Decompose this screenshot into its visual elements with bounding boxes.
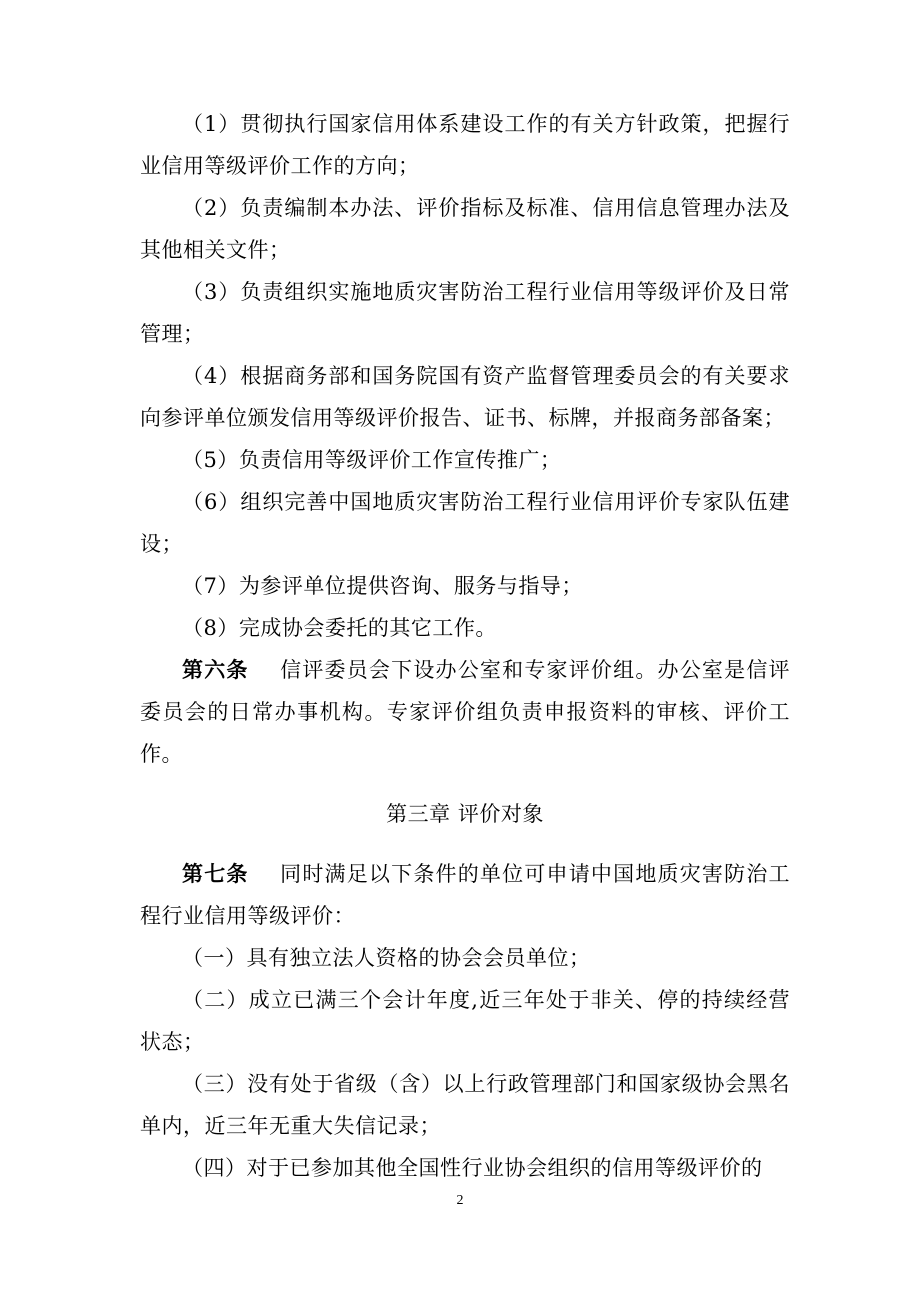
document-body: [140, 103, 790, 1189]
list-item: （二）成立已满三个会计年度,近三年处于非关、停的持续经营状态；: [140, 988, 790, 1054]
list-item: （四）对于已参加其他全国性行业协会组织的信用等级评价的: [182, 1156, 763, 1180]
list-item: （8）完成协会委托的其它工作。: [182, 616, 497, 640]
page-number: 2: [456, 1193, 464, 1208]
article-6-paragraph: [140, 649, 790, 775]
list-item: （1）贯彻执行国家信用体系建设工作的有关方针政策，把握行业信用等级评价工作的方向；: [140, 112, 790, 178]
article-7-label: 第七条: [182, 861, 249, 886]
list-item: （6）组织完善中国地质灾害防治工程行业信用评价专家队伍建设；: [140, 490, 790, 556]
article-7-paragraph: [140, 853, 790, 937]
list-item: （3）负责组织实施地质灾害防治工程行业信用等级评价及日常管理；: [140, 280, 790, 346]
list-item: （2）负责编制本办法、评价指标及标准、信用信息管理办法及其他相关文件；: [140, 196, 790, 262]
chapter-3-title: 第三章 评价对象: [386, 802, 544, 826]
list-item: （三）没有处于省级（含）以上行政管理部门和国家级协会黑名单内，近三年无重大失信记录；: [140, 1072, 790, 1138]
article-6-label: 第六条: [182, 657, 249, 682]
list-item: （5）负责信用等级评价工作宣传推广；: [182, 448, 562, 472]
list-item: （一）具有独立法人资格的协会会员单位；: [182, 946, 591, 970]
list-item: （7）为参评单位提供咨询、服务与指导；: [182, 574, 583, 598]
list-item: （4）根据商务部和国务院国有资产监督管理委员会的有关要求向参评单位颁发信用等级评价报告、证书、标牌，并报商务部备案；: [140, 364, 790, 430]
article-6-text: 信评委员会下设办公室和专家评价组。办公室是信评委员会的日常办事机构。专家评价组负责申报资料的审核、评价工作。: [140, 658, 791, 766]
article-7-text: 同时满足以下条件的单位可申请中国地质灾害防治工程行业信用等级评价：: [140, 862, 791, 928]
